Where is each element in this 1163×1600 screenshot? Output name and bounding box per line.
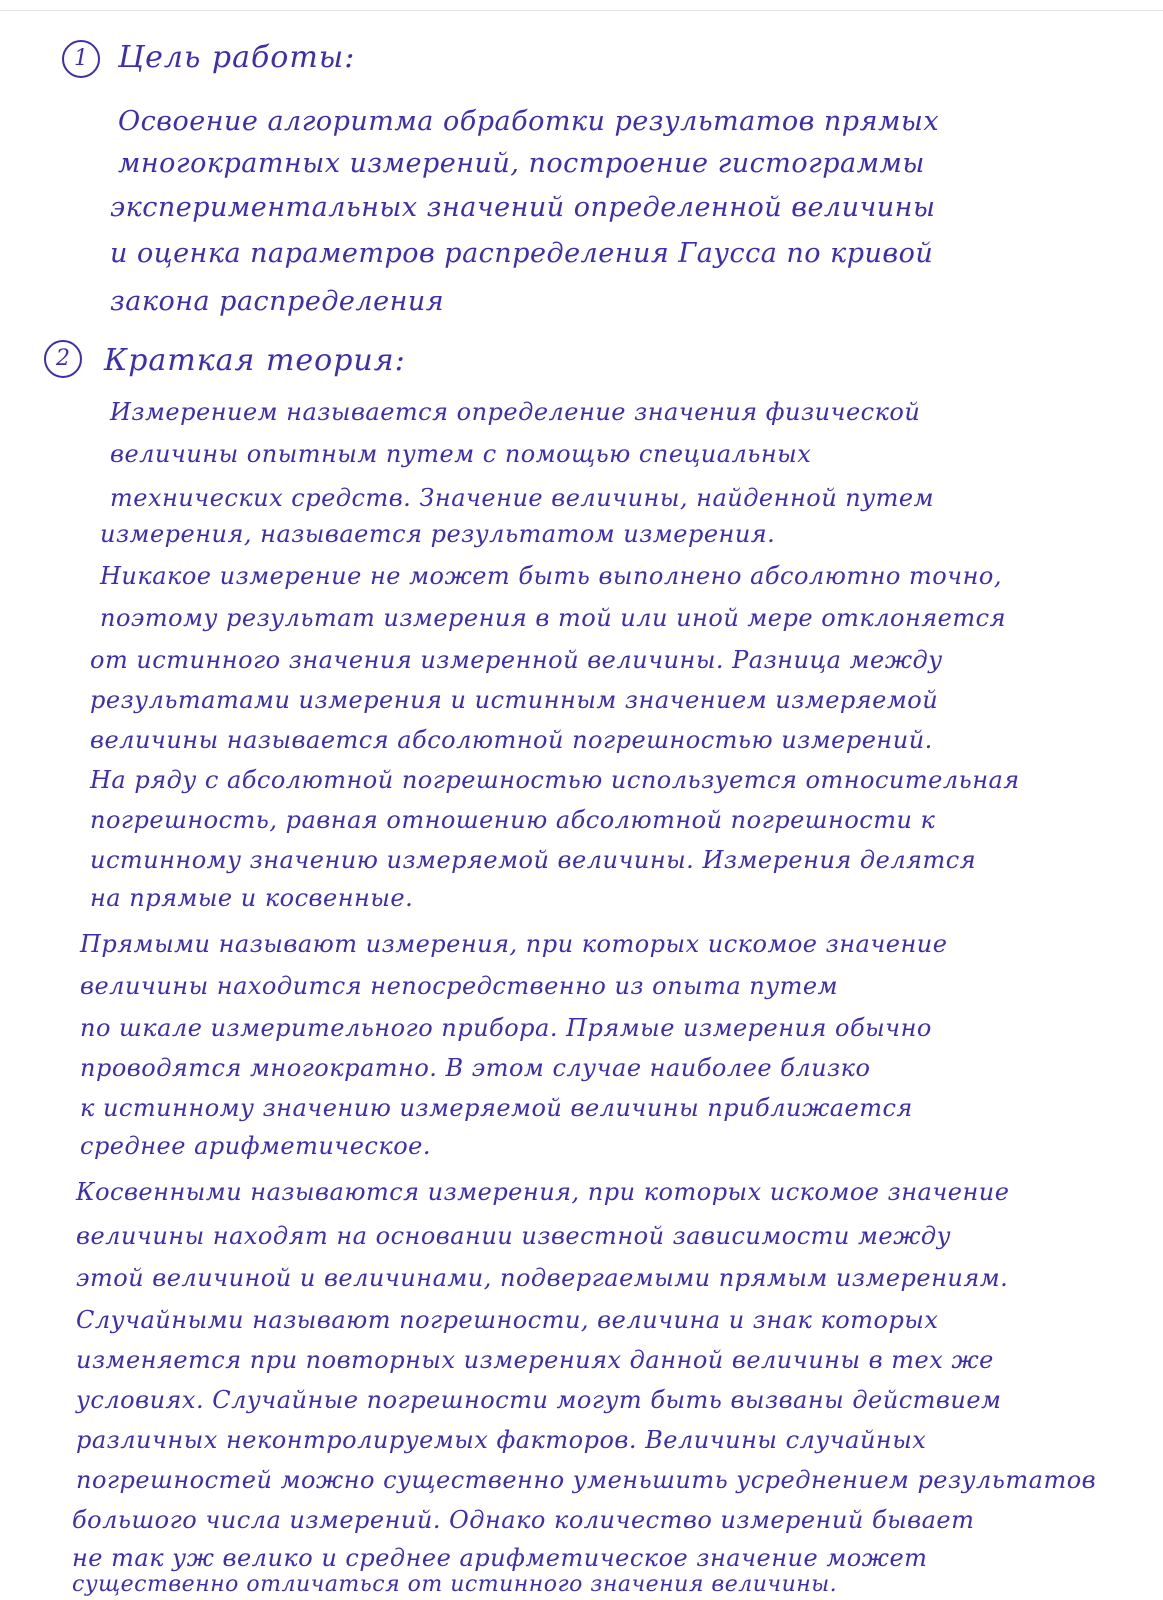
- section-2-line: величины называется абсолютной погрешностью измерений.: [90, 726, 933, 754]
- section-2-line: погрешностей можно существенно уменьшить усреднением результатов: [76, 1466, 1097, 1494]
- section-1-heading: Цель работы:: [118, 40, 356, 75]
- section-2-line: изменяется при повторных измерениях данной величины в тех же: [76, 1346, 994, 1374]
- section-1-line: и оценка параметров распределения Гаусса по кривой: [110, 238, 934, 269]
- section-2-line: этой величиной и величинами, подвергаемыми прямым измерениям.: [76, 1264, 1009, 1292]
- section-2-line: по шкале измерительного прибора. Прямые измерения обычно: [80, 1014, 932, 1042]
- section-2-line: большого числа измерений. Однако количество измерений бывает: [72, 1506, 975, 1534]
- section-2-line: истинному значению измеряемой величины. Измерения делятся: [90, 846, 977, 874]
- section-2-line: измерения, называется результатом измерения.: [100, 520, 776, 548]
- section-1-line: закона распределения: [110, 286, 445, 317]
- section-2-line: величины находится непосредственно из опыта путем: [80, 972, 839, 1000]
- section-2-line: величины находят на основании известной зависимости между: [76, 1222, 952, 1250]
- section-2-line: не так уж велико и среднее арифметическое значение может: [72, 1544, 928, 1572]
- section-2-line: от истинного значения измеренной величины. Разница между: [90, 646, 943, 674]
- section-2-line: технических средств. Значение величины, найденной путем: [110, 484, 935, 512]
- section-1-line: экспериментальных значений определенной величины: [110, 192, 936, 223]
- section-2-number: 2: [44, 340, 82, 378]
- section-2-line: на прямые и косвенные.: [90, 884, 414, 912]
- section-2-line: На ряду с абсолютной погрешностью используется относительная: [90, 766, 1020, 794]
- section-2-line: различных неконтролируемых факторов. Величины случайных: [76, 1426, 927, 1454]
- section-1-number: 1: [62, 40, 100, 78]
- section-2-line: Косвенными называются измерения, при которых искомое значение: [76, 1178, 1010, 1206]
- section-2-line: Случайными называют погрешности, величина и знак которых: [76, 1306, 939, 1334]
- section-2-line: результатами измерения и истинным значением измеряемой: [90, 686, 939, 714]
- section-2-heading: Краткая теория:: [104, 343, 406, 378]
- section-2-line: существенно отличаться от истинного значения величины.: [72, 1572, 838, 1597]
- section-2-line: поэтому результат измерения в той или иной мере отклоняется: [100, 604, 1006, 632]
- section-2-line: погрешность, равная отношению абсолютной погрешности к: [90, 806, 936, 834]
- section-2-line: к истинному значению измеряемой величины приближается: [80, 1094, 913, 1122]
- section-2-line: условиях. Случайные погрешности могут быть вызваны действием: [76, 1386, 1002, 1414]
- section-2-line: Измерением называется определение значения физической: [110, 398, 921, 426]
- section-2-line: среднее арифметическое.: [80, 1132, 431, 1160]
- section-1-line: многократных измерений, построение гистограммы: [118, 148, 925, 179]
- section-2-line: Никакое измерение не может быть выполнено абсолютно точно,: [100, 562, 1002, 590]
- section-2-line: проводятся многократно. В этом случае наиболее близко: [80, 1054, 871, 1082]
- section-2-line: Прямыми называют измерения, при которых искомое значение: [80, 930, 948, 958]
- section-1-line: Освоение алгоритма обработки результатов прямых: [118, 106, 940, 137]
- section-2-line: величины опытным путем с помощью специальных: [110, 440, 812, 468]
- page-top-edge: [0, 10, 1163, 11]
